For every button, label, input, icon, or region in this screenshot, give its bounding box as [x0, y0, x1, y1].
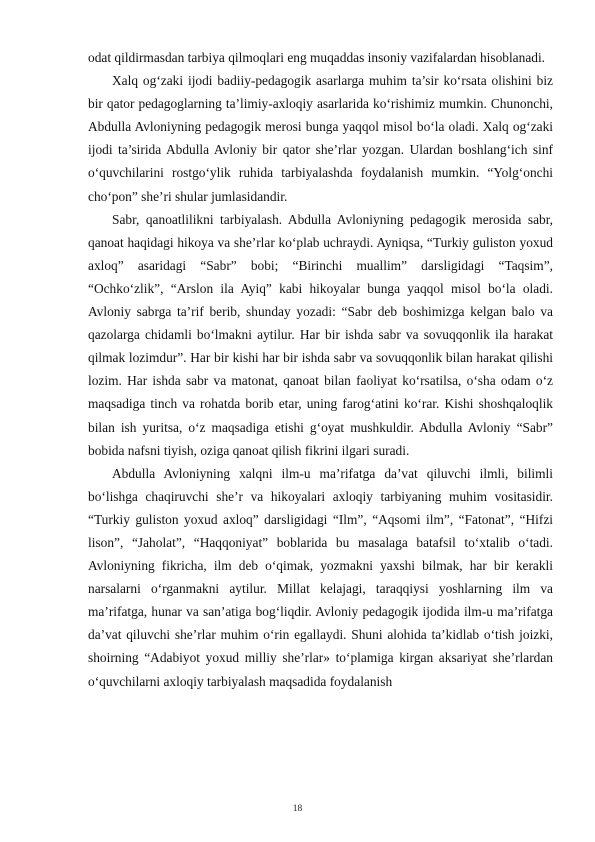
page-number: 18	[292, 804, 303, 814]
paragraph-knowledge: Abdulla Avloniyning xalqni ilm-u ma’rifatga da’vat qiluvchi ilmli, bilimli bo‘lishga chaqiruvchi she’r va hikoyalari axloqiy tarbiyaning muhim vositasidir. “Turkiy guliston yoxud axloq” darsligidagi “Ilm”, “Aqsomi ilm”, “Fatonat”, “Hifzi lison”, “Jaholat”, “Haqqoniyat” boblarida bu masalaga batafsil to‘xtalib o‘tadi. Avloniyning fikricha, ilm deb o‘qimak, yozmakni yaxshi bilmak, har bir kerakli narsalarni o‘rganmakni aytilur. Millat kelajagi, taraqqiysi yoshlarning ilm va ma’rifatga, hunar va san’atiga bog‘liqdir. Avloniy pedagogik ijodida ilm-u ma’rifatga da’vat qiluvchi she’rlar muhim o‘rin egallaydi. Shuni alohida ta’kidlab o‘tish joizki, shoirning “Adabiyot yoxud milliy she’rlar» to‘plamiga kirgan aksariyat she’rlardan o‘quvchilarni axloqiy tarbiyalash maqsadida foydalanish	[88, 465, 553, 689]
body-text	[88, 46, 553, 693]
paragraph-patience: Sabr, qanoatlilikni tarbiyalash. Abdulla Avloniyning pedagogik merosida sabr, qanoat haqidagi hikoya va she’rlar ko‘plab uchraydi. Ayniqsa, “Turkiy guliston yoxud axloq” asaridagi “Sabr” bobi; “Birinchi muallim” darsligidagi “Taqsim”, “Ochko‘zlik”, “Arslon ila Ayiq” kabi hikoyalar bunga yaqqol misol bo‘la oladi. Avloniy sabrga ta’rif berib, shunday yozadi: “Sabr deb boshimizga kelgan balo va qazolarga chidamli bo‘lmakni aytilur. Har bir ishda sabr va sovuqqonlik ila harakat qilmak lozimdur”. Har bir kishi har bir ishda sabr va sovuqqonlik bilan harakat qilishi lozim. Har ishda sabr va matonat, qanoat bilan faoliyat ko‘rsatilsa, o‘sha odam o‘z maqsadiga tinch va rohatda borib etar, uning farog‘atini ko‘rar. Kishi shoshqaloqlik bilan ish yuritsa, o‘z maqsadiga etishi g‘oyat mushkuldir. Abdulla Avloniy “Sabr” bobida nafsni tiyish, oziga qanoat qilish fikrini ilgari suradi.	[88, 211, 553, 458]
paragraph-continuation: odat qildirmasdan tarbiya qilmoqlari eng muqaddas insoniy vazifalardan hisoblanadi.	[88, 50, 546, 65]
paragraph-folk-oral-art: Xalq og‘zaki ijodi badiiy-pedagogik asarlarga muhim ta’sir ko‘rsata olishini biz bir qator pedagoglarning ta’limiy-axloqiy asarlarida ko‘rishimiz mumkin. Chunonchi, Abdulla Avloniyning pedagogik merosi bunga yaqqol misol bo‘la oladi. Xalq og‘zaki ijodi ta’sirida Abdulla Avloniy bir qator she’rlar yozgan. Ulardan boshlang‘ich sinf o‘quvchilarini rostgo‘ylik ruhida tarbiyalashda foydalanish mumkin. “Yolg‘onchi cho‘pon” she’ri shular jumlasidandir.	[88, 73, 553, 204]
